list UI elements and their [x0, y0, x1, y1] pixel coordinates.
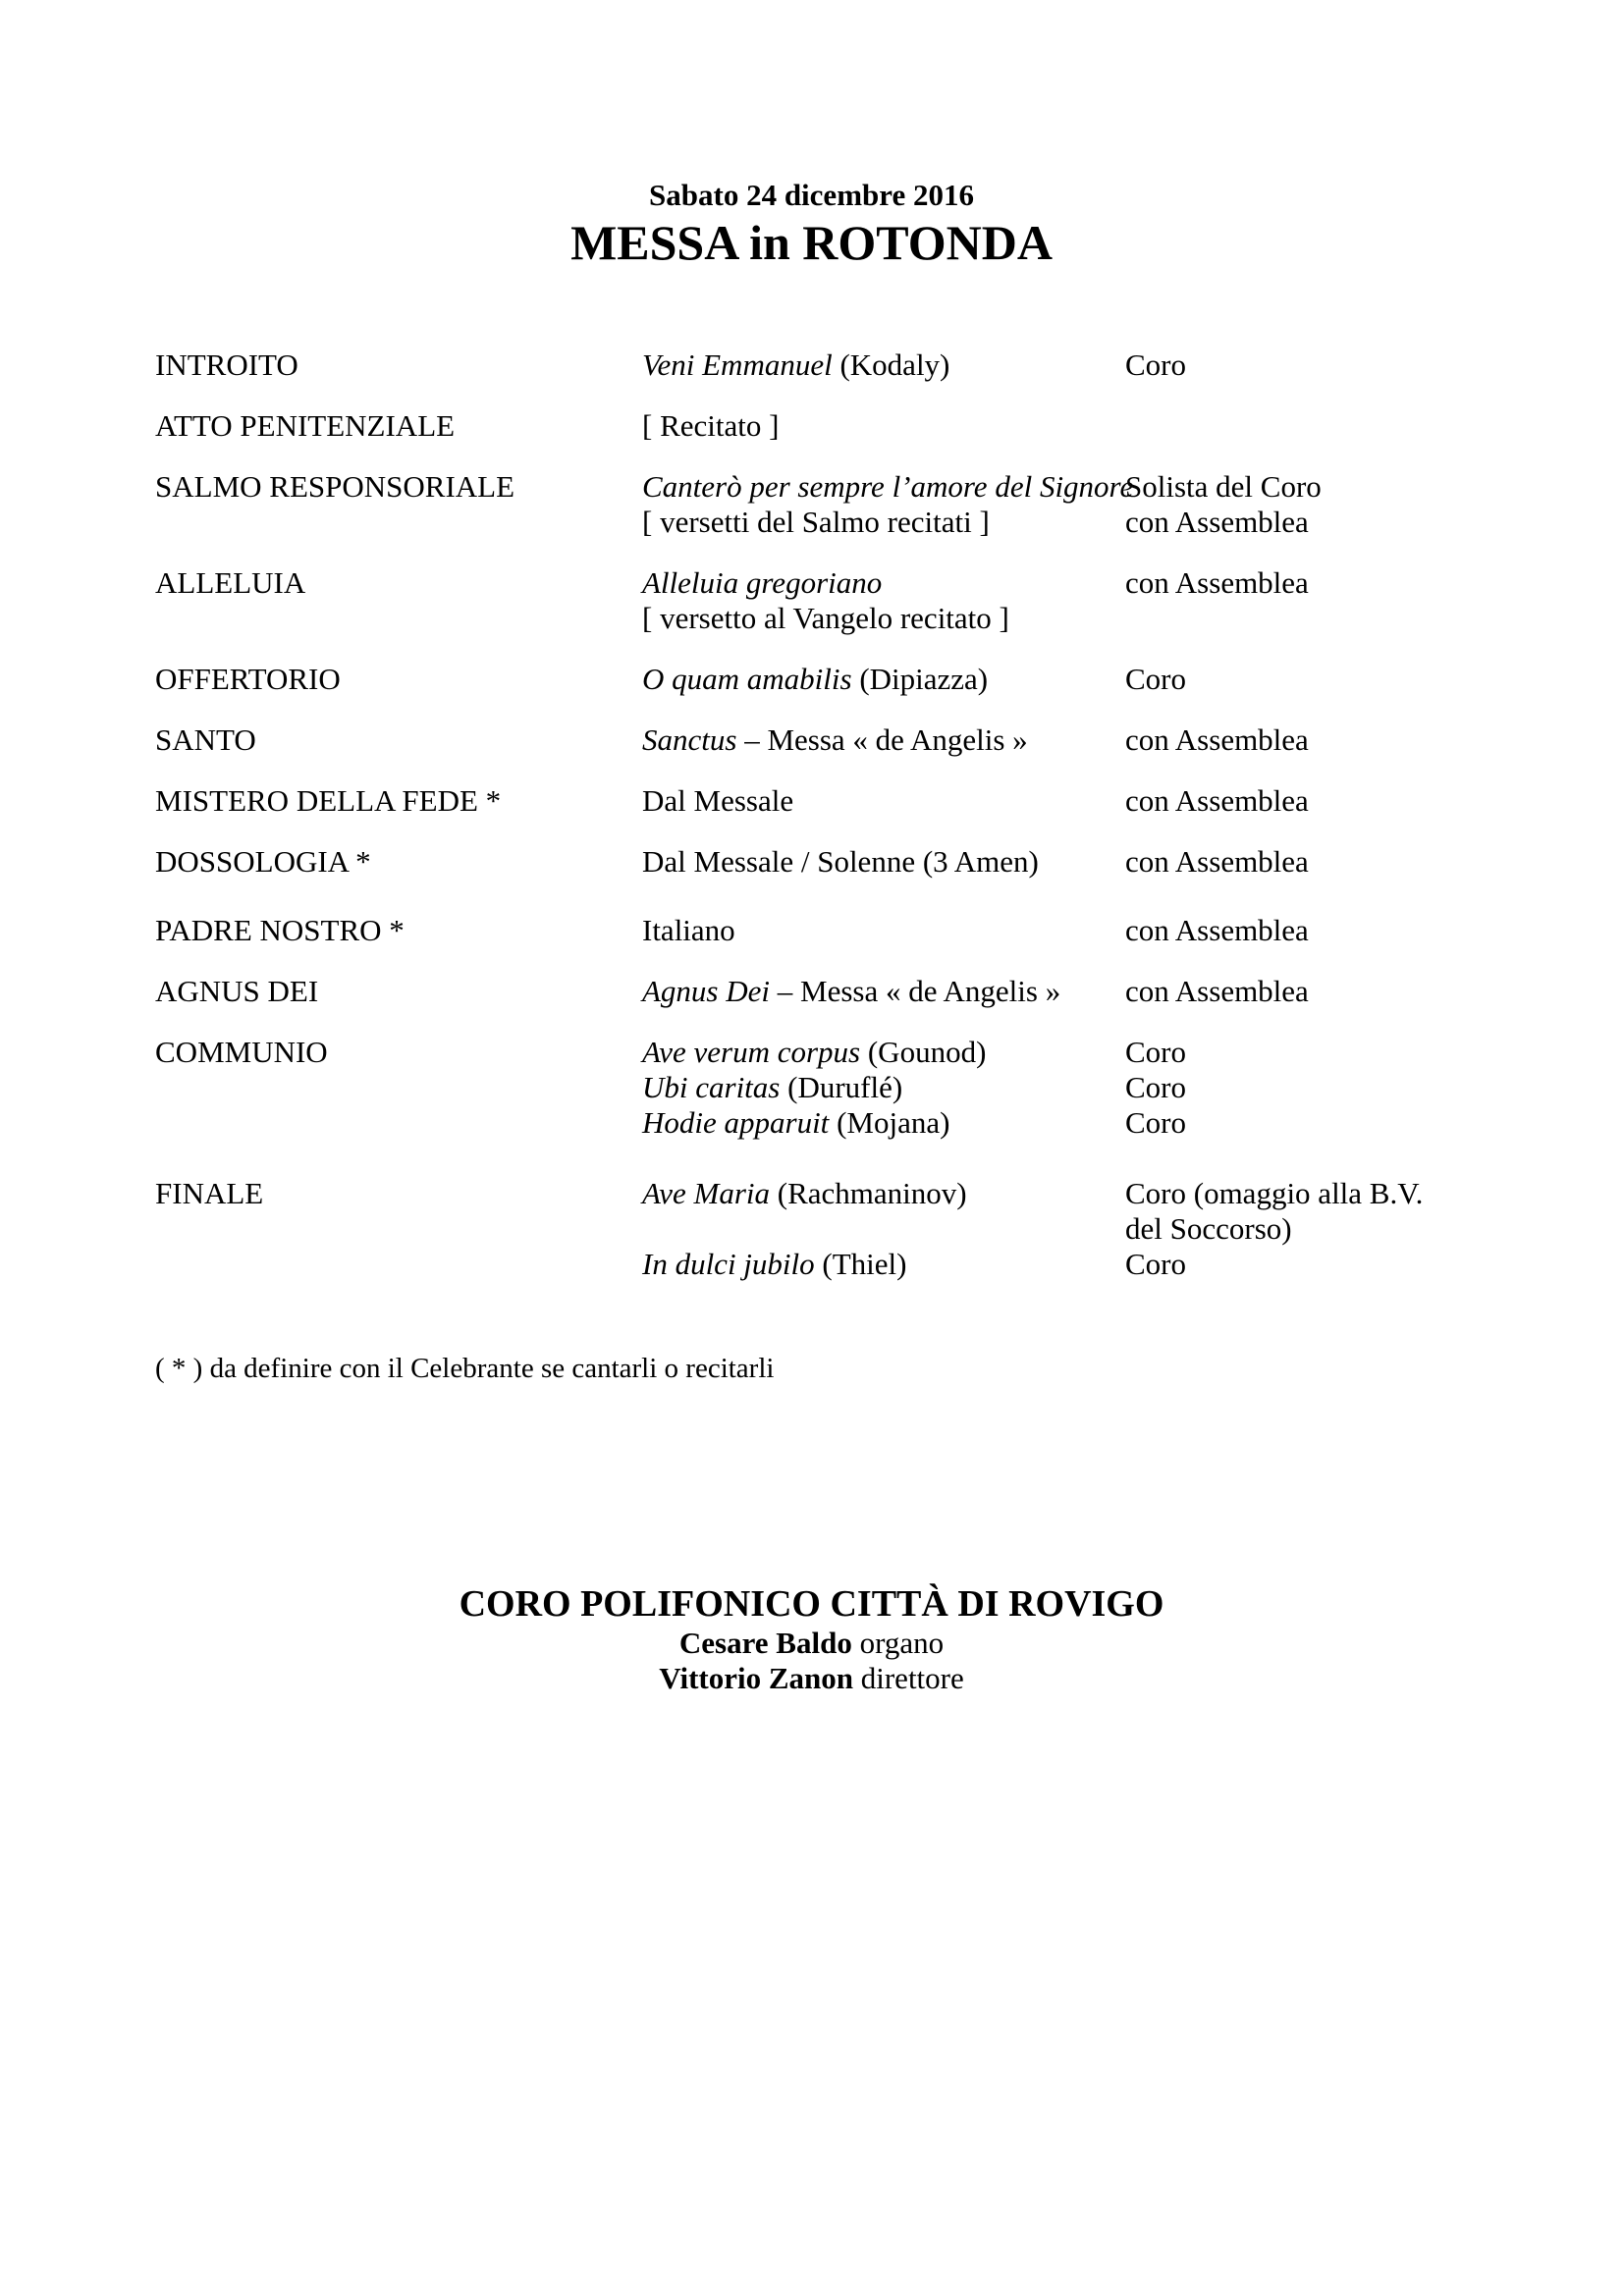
piece-detail: [ versetti del Salmo recitati ] [642, 505, 990, 539]
liturgy-part: PADRE NOSTRO * [155, 913, 405, 947]
performers [1125, 1035, 1518, 1141]
piece-detail: (Rachmaninov) [770, 1176, 967, 1210]
piece-detail: (Kodaly) [832, 347, 950, 382]
piece-line [642, 469, 1133, 505]
music-pieces [642, 783, 1133, 819]
liturgy-part: FINALE [155, 1176, 264, 1210]
piece-title: Canterò per sempre l’amore del Signore [642, 469, 1134, 504]
footnote: ( * ) da definire con il Celebrante se cantarli o recitarli [155, 1353, 775, 1384]
piece-title: Agnus Dei [642, 974, 771, 1008]
piece-detail: Italiano [642, 913, 735, 947]
performer-line: Coro [1125, 1105, 1186, 1140]
performers [1125, 565, 1518, 601]
music-pieces [642, 913, 1133, 948]
piece-detail: [ Recitato ] [642, 408, 780, 443]
liturgy-part: OFFERTORIO [155, 662, 341, 696]
piece-line [642, 1035, 1133, 1070]
organist-role: organo [851, 1626, 945, 1660]
piece-line [642, 913, 1133, 948]
piece-detail: (Duruflé) [780, 1070, 903, 1104]
piece-detail: (Mojana) [829, 1105, 950, 1140]
liturgy-part: DOSSOLOGIA * [155, 844, 371, 879]
performers [1125, 722, 1518, 758]
liturgy-part: ALLELUIA [155, 565, 306, 600]
music-pieces [642, 1035, 1133, 1141]
piece-line [642, 722, 1133, 758]
director-name: Vittorio Zanon [659, 1661, 853, 1695]
music-pieces [642, 347, 1133, 383]
performer-line: Solista del Coro [1125, 469, 1322, 504]
choir-name: CORO POLIFONICO CITTÀ DI ROVIGO [459, 1583, 1164, 1625]
page-title: MESSA in ROTONDA [570, 215, 1053, 270]
piece-line [642, 844, 1133, 880]
performer-line: con Assemblea [1125, 505, 1309, 539]
piece-line [642, 1070, 1133, 1105]
piece-line [642, 1105, 1133, 1141]
performer-line: con Assemblea [1125, 565, 1309, 600]
piece-detail: (Gounod) [860, 1035, 987, 1069]
piece-title: Ubi caritas [642, 1070, 781, 1104]
piece-detail: (Dipiazza) [851, 662, 989, 696]
performer-line: con Assemblea [1125, 974, 1309, 1008]
performer-line: con Assemblea [1125, 913, 1309, 947]
performer-line: Coro (omaggio alla B.V. [1125, 1176, 1424, 1210]
performers [1125, 1176, 1518, 1282]
piece-line [642, 408, 1133, 444]
liturgy-part: SANTO [155, 722, 256, 757]
performer-line: Coro [1125, 1070, 1186, 1104]
performer-line: Coro [1125, 1247, 1186, 1281]
piece-detail: – Messa « de Angelis » [770, 974, 1061, 1008]
music-pieces [642, 844, 1133, 880]
piece-line [642, 662, 1133, 697]
performers [1125, 783, 1518, 819]
liturgy-part: SALMO RESPONSORIALE [155, 469, 515, 504]
performers [1125, 844, 1518, 880]
piece-detail: (Thiel) [814, 1247, 907, 1281]
liturgy-part: COMMUNIO [155, 1035, 328, 1069]
piece-title: Veni Emmanuel [642, 347, 833, 382]
performers [1125, 913, 1518, 948]
event-date: Sabato 24 dicembre 2016 [649, 178, 974, 212]
piece-title: In dulci jubilo [642, 1247, 815, 1281]
performer-line: Coro [1125, 662, 1186, 696]
music-pieces [642, 662, 1133, 697]
piece-line [642, 974, 1133, 1009]
music-pieces [642, 408, 1133, 444]
director-role: direttore [853, 1661, 964, 1695]
piece-line [642, 347, 1133, 383]
piece-detail: Dal Messale / Solenne (3 Amen) [642, 844, 1039, 879]
piece-title: Hodie apparuit [642, 1105, 830, 1140]
performer-line: Coro [1125, 347, 1186, 382]
piece-detail: [ versetto al Vangelo recitato ] [642, 601, 1009, 635]
piece-line [642, 1247, 1133, 1282]
organist-name: Cesare Baldo [678, 1626, 852, 1660]
piece-detail: – Messa « de Angelis » [736, 722, 1028, 757]
performer-line: con Assemblea [1125, 844, 1309, 879]
liturgy-part: INTROITO [155, 347, 298, 382]
music-pieces [642, 974, 1133, 1009]
performers [1125, 469, 1518, 540]
performers [1125, 974, 1518, 1009]
performer-line: del Soccorso) [1125, 1211, 1292, 1246]
liturgy-part: ATTO PENITENZIALE [155, 408, 456, 443]
piece-title: Ave verum corpus [642, 1035, 861, 1069]
piece-title: O quam amabilis [642, 662, 852, 696]
music-pieces [642, 1176, 1133, 1282]
performers [1125, 662, 1518, 697]
music-pieces [642, 722, 1133, 758]
performer-line: con Assemblea [1125, 722, 1309, 757]
music-pieces [642, 565, 1133, 636]
performer-line: Coro [1125, 1035, 1186, 1069]
music-pieces [642, 469, 1133, 540]
piece-title: Ave Maria [642, 1176, 770, 1210]
performer-line: con Assemblea [1125, 783, 1309, 818]
piece-title: Alleluia gregoriano [642, 565, 883, 600]
piece-line [642, 783, 1133, 819]
piece-line [642, 601, 1133, 636]
piece-detail: Dal Messale [642, 783, 794, 818]
piece-line [642, 505, 1133, 540]
piece-line [642, 565, 1133, 601]
liturgy-part: AGNUS DEI [155, 974, 319, 1008]
director-credit [0, 1661, 1623, 1696]
piece-line [642, 1211, 1133, 1247]
piece-line [642, 1176, 1133, 1211]
liturgy-part: MISTERO DELLA FEDE * [155, 783, 502, 818]
organist-credit [0, 1626, 1623, 1661]
performers [1125, 347, 1518, 383]
piece-title: Sanctus [642, 722, 737, 757]
